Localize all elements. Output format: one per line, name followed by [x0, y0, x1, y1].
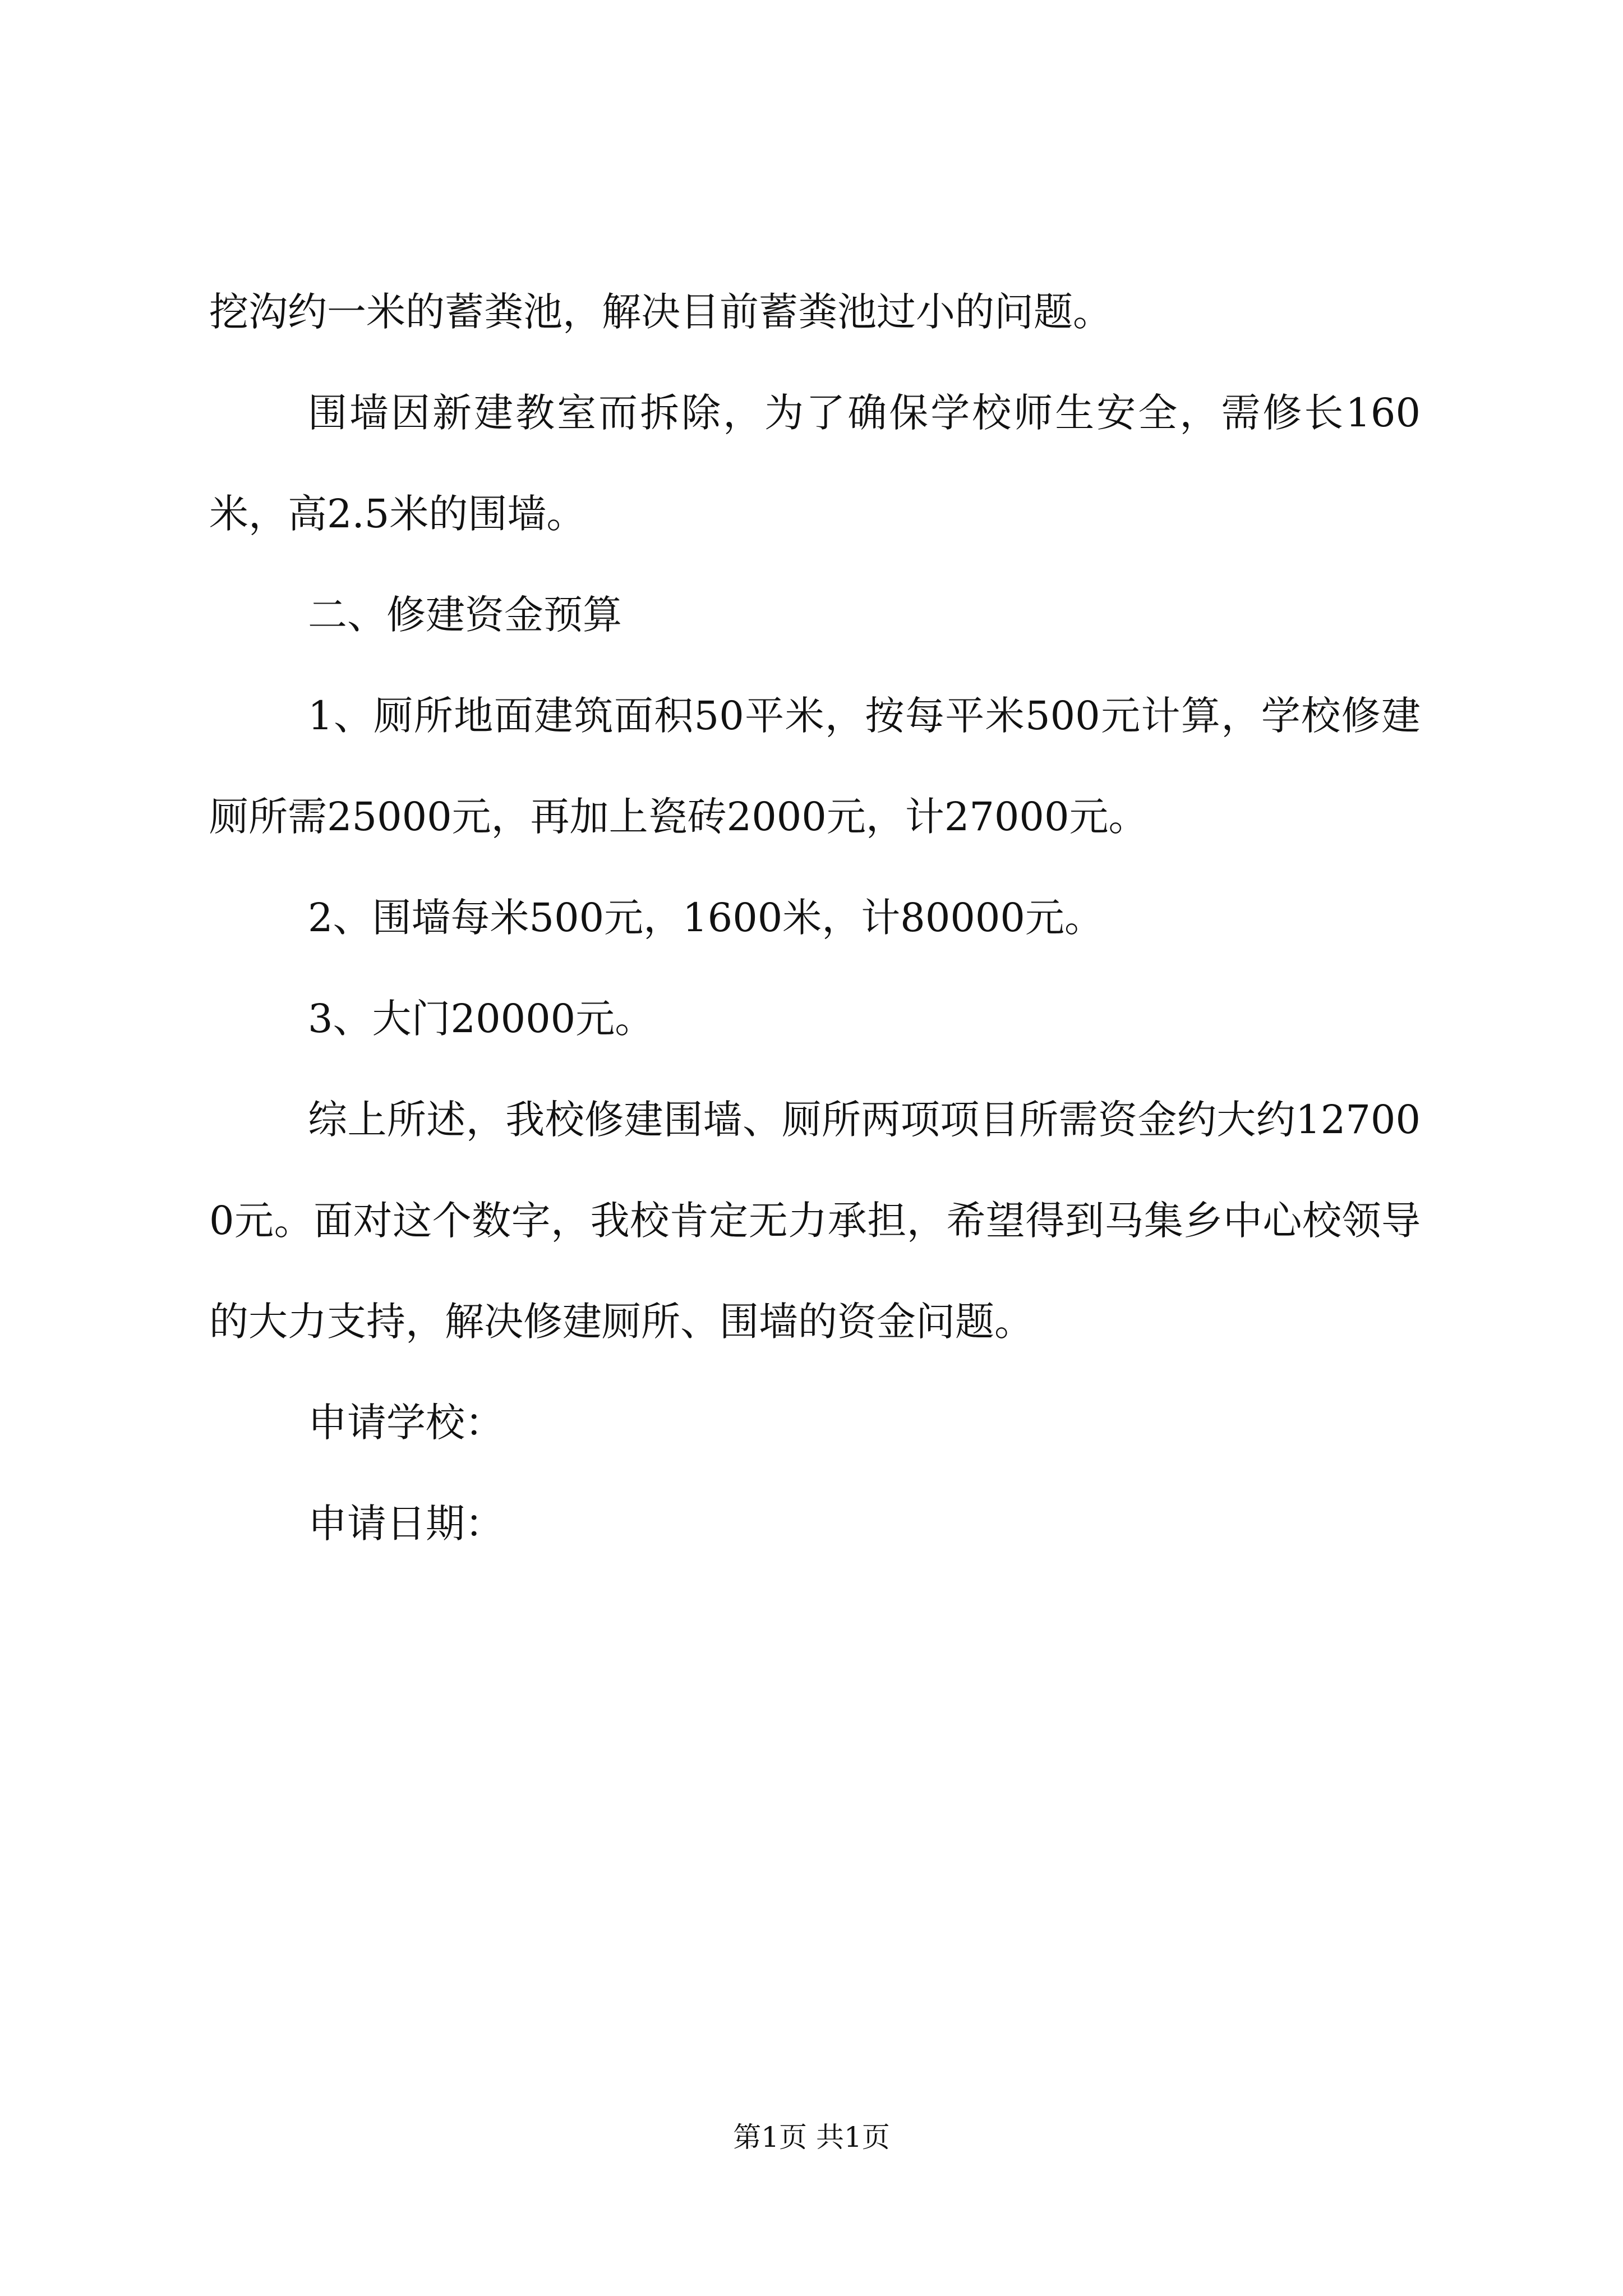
document-body	[209, 261, 1421, 1574]
page-footer: 第1页 共1页	[733, 2121, 890, 2154]
paragraph-summary: 综上所述，我校修建围墙、厕所两项项目所需资金约大约127000元。面对这个数字，我校肯定无力承担，希望得到马集乡中心校领导的大力支持，解决修建厕所、围墙的资金问题。	[209, 1097, 1421, 1345]
budget-item-toilet: 1、厕所地面建筑面积50平米，按每平米500元计算，学校修建厕所需25000元，再加上瓷砖2000元，计27000元。	[209, 693, 1421, 840]
applicant-school-label: 申请学校：	[308, 1400, 504, 1446]
paragraph-wall: 围墙因新建教室而拆除，为了确保学校师生安全，需修长160米，高2.5米的围墙。	[209, 390, 1421, 537]
budget-item-gate: 3、大门20000元。	[308, 996, 654, 1042]
application-date-label: 申请日期：	[308, 1501, 504, 1547]
budget-item-wall: 2、围墙每米500元，1600米，计80000元。	[308, 895, 1104, 941]
section-heading-budget: 二、修建资金预算	[308, 592, 622, 638]
paragraph-continuation: 挖沟约一米的蓄粪池，解决目前蓄粪池过小的问题。	[209, 289, 1112, 335]
